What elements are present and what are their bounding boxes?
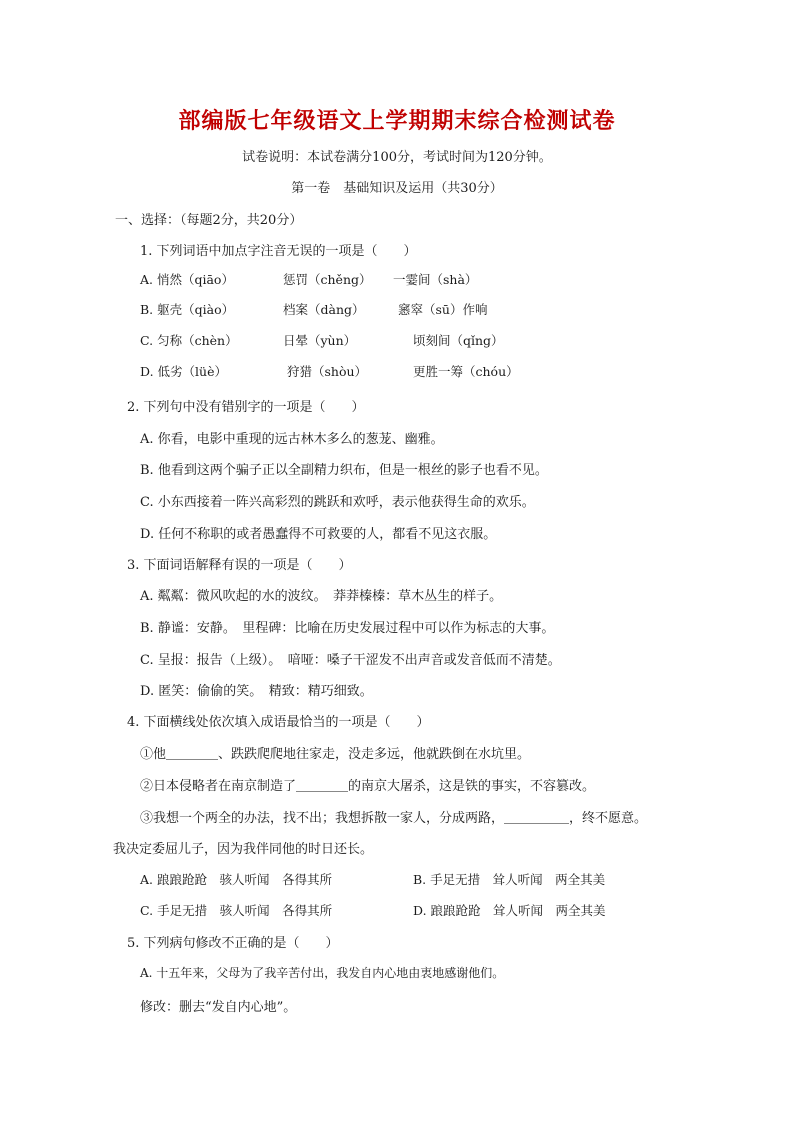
q4-sentence-2: ②日本侵略者在南京制造了＿＿＿＿的南京大屠杀，这是铁的事实，不容篡改。 — [140, 779, 596, 794]
exam-title: 部编版七年级语文上学期期末综合检测试卷 — [178, 109, 616, 134]
question-5-stem: 5. 下列病句修改不正确的是（ ） — [127, 936, 339, 951]
q2-option-b: B. 他看到这两个骗子正以全副精力织布，但是一根丝的影子也看不见。 — [140, 463, 548, 478]
q2-option-d: D. 任何不称职的或者愚蠢得不可救要的人，都看不见这衣服。 — [140, 527, 497, 542]
q4-sentence-3: ③我想一个两全的办法，找不出；我想拆散一家人，分成两路，＿＿＿＿＿，终不愿意。 — [140, 811, 648, 826]
q1-b-3: 窸窣（sū）作响 — [398, 302, 488, 317]
q1-c-1: C. 匀称（chèn） — [140, 333, 238, 348]
question-1-stem: 1. 下列词语中加点字注音无误的一项是（ ） — [140, 244, 417, 259]
q3-option-a: A. 粼粼：微风吹起的水的波纹。 莽莽榛榛：草木丛生的样子。 — [140, 589, 503, 604]
q4-option-c: C. 手足无措 骇人听闻 各得其所 — [140, 903, 333, 918]
question-2-stem: 2. 下列句中没有错别字的一项是（ ） — [127, 400, 365, 415]
q1-d-2: 狩猎（shòu） — [287, 364, 368, 379]
q3-option-c: C. 呈报：报告（上级）。 喑哑：嗓子干涩发不出声音或发音低而不清楚。 — [140, 653, 561, 668]
q1-c-3: 顷刻间（qǐng） — [413, 333, 504, 348]
q2-option-a: A. 你看，电影中重现的远古林木多么的葱茏、幽雅。 — [140, 432, 444, 447]
q1-b-1: B. 躯壳（qiào） — [140, 302, 235, 317]
section-heading: 一、选择：（每题2分，共20分） — [115, 213, 303, 228]
q1-a-1: A. 悄然（qiāo） — [140, 272, 234, 287]
q4-sentence-3-cont: 我决定委屈儿子，因为我伴同他的时日还长。 — [113, 842, 374, 857]
instructions: 试卷说明：本试卷满分100分，考试时间为120分钟。 — [242, 150, 552, 165]
q1-c-2: 日晕（yùn） — [283, 333, 357, 348]
q4-sentence-1: ①他＿＿＿＿、跌跌爬爬地往家走，没走多远，他就跌倒在水坑里。 — [140, 747, 531, 762]
q1-d-3: 更胜一筹（chóu） — [413, 364, 519, 379]
q1-a-3: 一霎间（shà） — [393, 272, 478, 287]
q4-option-a: A. 踉踉跄跄 骇人听闻 各得其所 — [140, 872, 332, 887]
q3-option-b: B. 静谧：安静。 里程碑：比喻在历史发展过程中可以作为标志的大事。 — [140, 621, 555, 636]
q1-d-1: D. 低劣（lüè） — [140, 364, 227, 379]
q2-option-c: C. 小东西接着一阵兴高彩烈的跳跃和欢呼，表示他获得生命的欢乐。 — [140, 495, 535, 510]
question-3-stem: 3. 下面词语解释有误的一项是（ ） — [127, 558, 352, 573]
q1-b-2: 档案（dàng） — [283, 302, 365, 317]
q5-fix: 修改：删去“发自内心地”。 — [140, 1000, 297, 1015]
q4-option-d: D. 踉踉跄跄 耸人听闻 两全其美 — [413, 903, 606, 918]
q5-option-a: A. 十五年来，父母为了我辛苦付出，我发自内心地由衷地感谢他们。 — [140, 966, 505, 980]
question-4-stem: 4. 下面横线处依次填入成语最恰当的一项是（ ） — [127, 715, 430, 730]
q1-a-2: 惩罚（chěng） — [283, 272, 372, 287]
q4-option-b: B. 手足无措 耸人听闻 两全其美 — [413, 872, 606, 887]
q3-option-d: D. 匿笑：偷偷的笑。 精致：精巧细致。 — [140, 684, 373, 699]
part-title: 第一卷 基础知识及运用（共30分） — [291, 181, 503, 196]
